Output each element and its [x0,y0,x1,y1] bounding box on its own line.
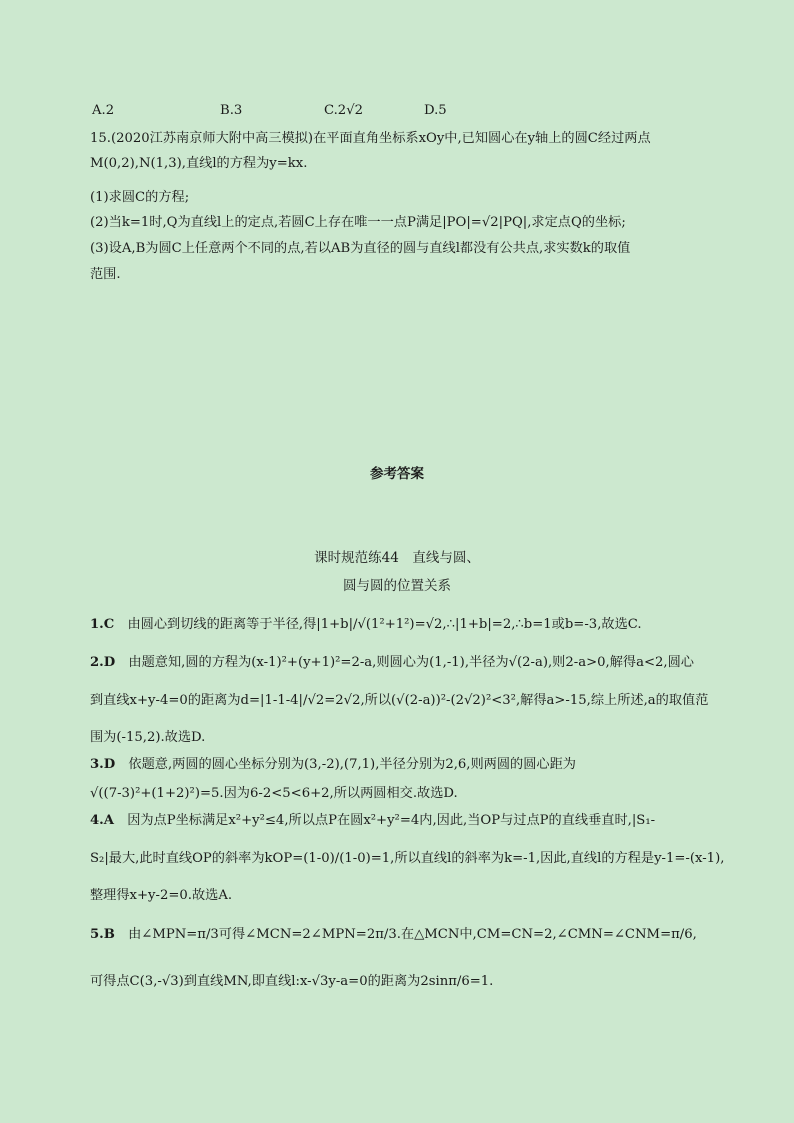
answer-2 [90,654,694,672]
answer-5-line2: 可得点C(3,-√3)到直线MN,即直线l:x-√3y-a=0的距离为2sinπ/6=1. [90,974,494,989]
problem15-part2: (2)当k=1时,Q为直线l上的定点,若圆C上存在唯一一点P满足|PO|=√2|PQ|,求定点Q的坐标; [90,215,626,230]
answer-5-line1: 由∠MPN=π/3可得∠MCN=2∠MPN=2π/3.在△MCN中,CM=CN=2,∠CMN=∠CNM=π/6, [128,927,697,942]
problem15-line1: 15.(2020江苏南京师大附中高三模拟)在平面直角坐标系xOy中,已知圆心在y轴上的圆C经过两点 [90,131,651,146]
answer-2-line1: 由题意知,圆的方程为(x-1)²+(y+1)²=2-a,则圆心为(1,-1),半径为√(2-a),则2-a>0,解得a<2,圆心 [128,655,694,670]
choice-a: A.2 [92,103,115,118]
answer-3-head: 3.D [90,757,116,772]
choice-b: B.3 [220,103,243,118]
answer-5 [90,926,697,944]
answer-4-line2: S₂|最大,此时直线OP的斜率为kOP=(1-0)/(1-0)=1,所以直线l的斜率为k=-1,因此,直线l的方程是y-1=-(x-1), [90,851,725,866]
answer-2-line3: 围为(-15,2).故选D. [90,730,206,745]
answer-1-line1: 由圆心到切线的距离等于半径,得|1+b|/√(1²+1²)=√2,∴|1+b|=2,∴b=1或b=-3,故选C. [127,617,642,632]
answer-choices [92,103,492,121]
problem15-part1: (1)求圆C的方程; [90,190,190,205]
answer-2-line2: 到直线x+y-4=0的距离为d=|1-1-4|/√2=2√2,所以(√(2-a))²-(2√2)²<3²,解得a>-15,综上所述,a的取值范 [90,693,709,708]
choice-c: C.2√2 [324,103,363,118]
answer-4-line3: 整理得x+y-2=0.故选A. [90,888,233,903]
answer-3-line2: √((7-3)²+(1+2)²)=5.因为6-2<5<6+2,所以两圆相交.故选D. [90,786,458,801]
answer-1-head: 1.C [90,617,115,632]
problem15-part3a: (3)设A,B为圆C上任意两个不同的点,若以AB为直径的圆与直线l都没有公共点,求实数k的取值 [90,241,631,256]
answer-3-line1: 依题意,两圆的圆心坐标分别为(3,-2),(7,1),半径分别为2,6,则两圆的圆心距为 [128,757,576,772]
answer-section-title: 参考答案 [370,466,424,482]
answer-4-head: 4.A [90,813,114,828]
chapter-title-line2: 圆与圆的位置关系 [343,578,451,594]
chapter-title-line1: 课时规范练44 直线与圆、 [314,550,480,566]
answer-1 [90,616,642,634]
problem15-part3b: 范围. [90,267,121,282]
problem15-line2: M(0,2),N(1,3),直线l的方程为y=kx. [90,156,308,171]
answer-4-line1: 因为点P坐标满足x²+y²≤4,所以点P在圆x²+y²=4内,因此,当OP与过点P的直线垂直时,|S₁- [127,813,656,828]
answer-3 [90,756,576,774]
answer-5-head: 5.B [90,927,115,942]
choice-d: D.5 [424,103,447,118]
answer-4 [90,812,655,830]
answer-2-head: 2.D [90,655,116,670]
